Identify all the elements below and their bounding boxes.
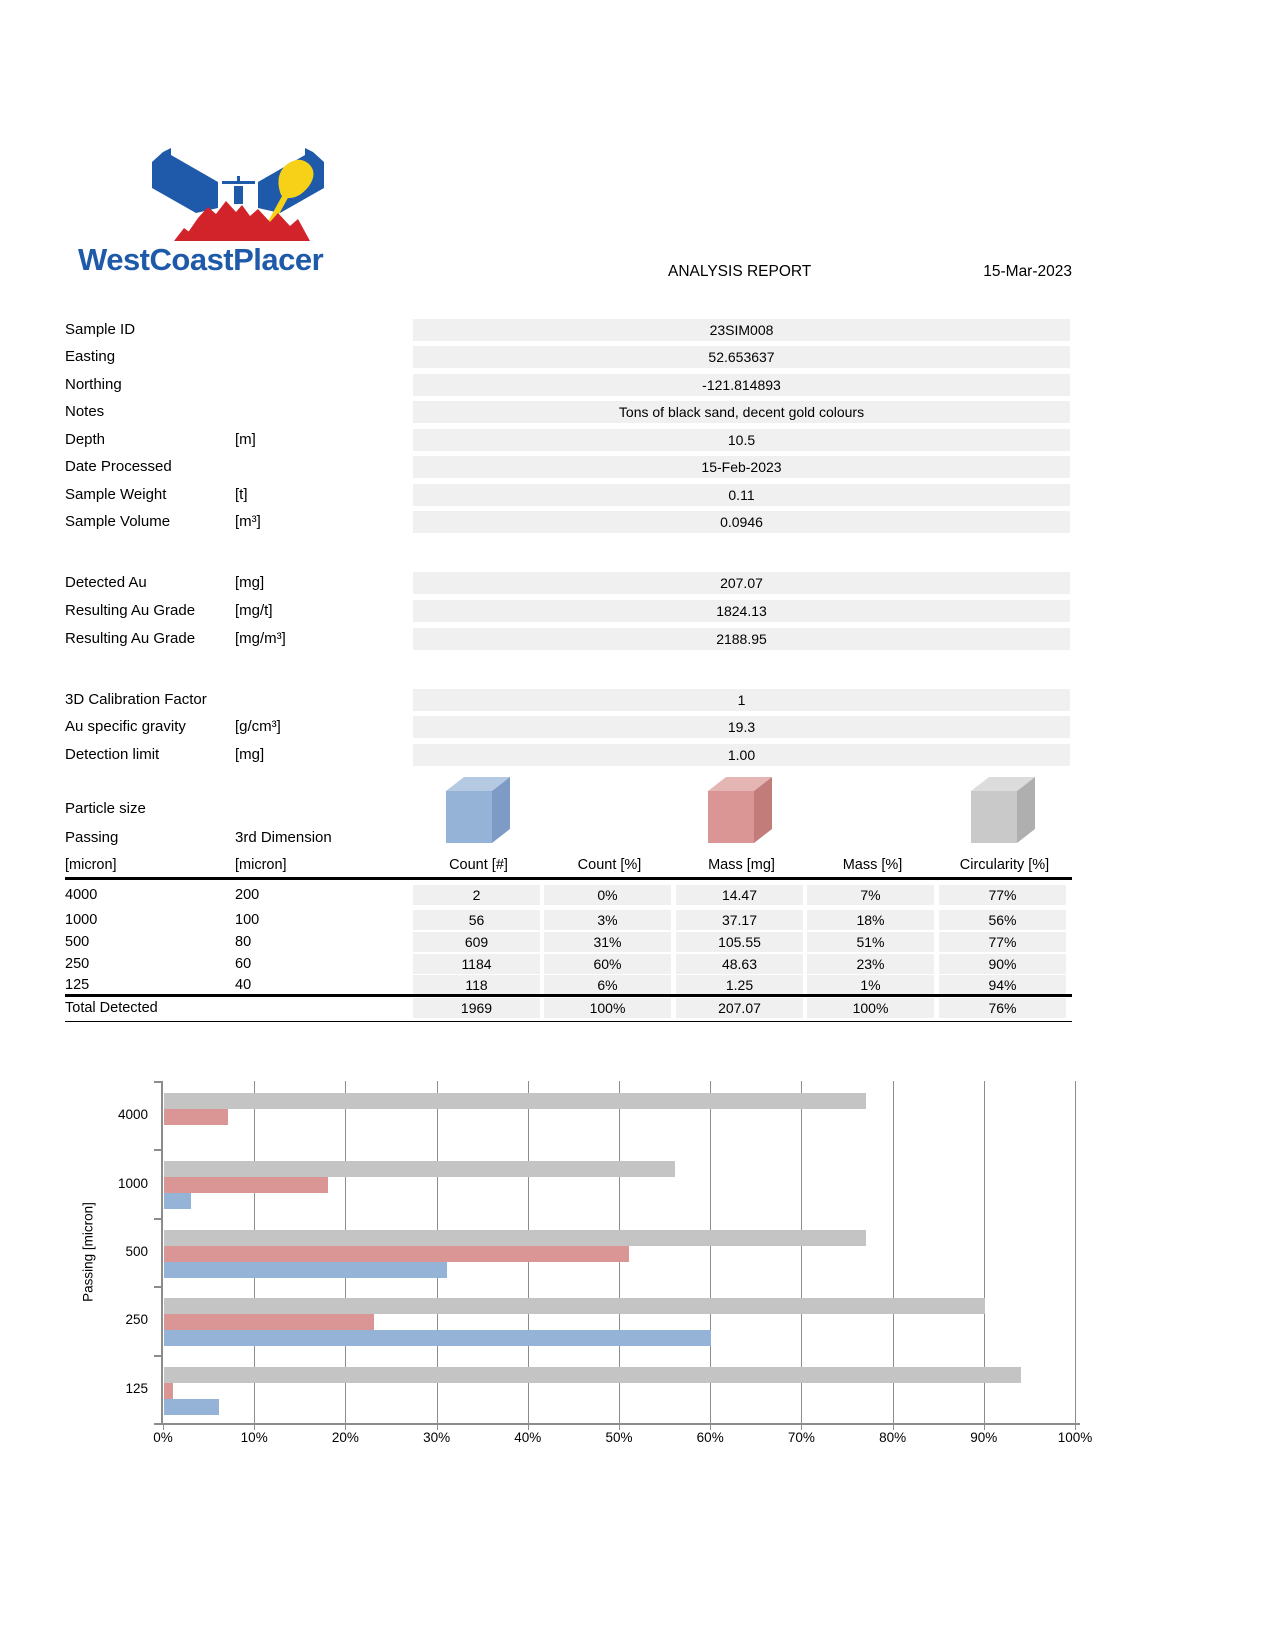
cell-count-pct: 31% [544, 932, 671, 952]
col-unit-dimension: [micron] [235, 857, 287, 873]
count-cube-icon [446, 777, 510, 843]
field-value: 2188.95 [413, 628, 1070, 650]
x-tick-label: 40% [514, 1430, 542, 1445]
cell-circularity: 90% [939, 954, 1066, 974]
total-circularity: 76% [939, 998, 1066, 1018]
report-title: ANALYSIS REPORT [668, 263, 812, 280]
bar-Mass-500 [164, 1246, 629, 1262]
col-header-passing: Passing [65, 829, 119, 846]
x-axis-line [154, 1423, 1080, 1425]
field-value: Tons of black sand, decent gold colours [413, 401, 1070, 423]
field-label: Resulting Au Grade [65, 630, 196, 647]
bar-Mass-125 [164, 1383, 173, 1399]
gridline [710, 1081, 711, 1423]
field-unit: [t] [235, 486, 248, 503]
cell-dimension: 200 [235, 887, 260, 903]
field-value: 15-Feb-2023 [413, 456, 1070, 478]
report-date: 15-Mar-2023 [983, 263, 1072, 280]
field-unit: [mg/m³] [235, 630, 286, 647]
x-tick-label: 50% [605, 1430, 633, 1445]
field-label: Sample Volume [65, 513, 171, 530]
cell-count-pct: 0% [544, 885, 671, 905]
field-label: Sample Weight [65, 486, 167, 503]
y-axis-tick [154, 1355, 162, 1357]
total-mass: 207.07 [676, 998, 803, 1018]
total-label: Total Detected [65, 1000, 158, 1016]
cell-circularity: 77% [939, 885, 1066, 905]
table-row [0, 954, 1275, 974]
x-axis-tick [254, 1423, 255, 1430]
category-label-4000: 4000 [117, 1107, 148, 1123]
bar-Mass-4000 [164, 1109, 228, 1125]
cell-mass-pct: 51% [807, 932, 934, 952]
field-unit: [mg/t] [235, 602, 273, 619]
field-value: 10.5 [413, 429, 1070, 451]
table-row [0, 885, 1275, 905]
cell-mass: 1.25 [676, 975, 803, 995]
x-tick-label: 0% [153, 1430, 173, 1445]
bar-Count-500 [164, 1262, 447, 1278]
gridline [801, 1081, 802, 1423]
total-mass-pct: 100% [807, 998, 934, 1018]
field-label: 3D Calibration Factor [65, 691, 207, 708]
cell-mass: 48.63 [676, 954, 803, 974]
x-axis-tick [345, 1423, 346, 1430]
cell-mass: 14.47 [676, 885, 803, 905]
gridline [893, 1081, 894, 1423]
y-axis-tick [154, 1286, 162, 1288]
cell-mass-pct: 23% [807, 954, 934, 974]
form-row-detection-limit [0, 744, 1275, 766]
bar-Circularity-1000 [164, 1161, 675, 1177]
field-unit: [mg] [235, 574, 265, 591]
cell-count: 2 [413, 885, 540, 905]
x-tick-label: 100% [1057, 1430, 1093, 1445]
y-axis-tick [154, 1149, 162, 1151]
form-row-date-processed [0, 456, 1275, 478]
x-axis-tick [437, 1423, 438, 1430]
table-row [0, 932, 1275, 952]
field-value: 52.653637 [413, 346, 1070, 368]
field-value: 1 [413, 689, 1070, 711]
form-row-calibration-factor [0, 689, 1275, 711]
field-label: Northing [65, 376, 122, 393]
col-header-dimension: 3rd Dimension [235, 829, 332, 846]
cell-passing: 1000 [65, 912, 98, 928]
table-total-row [0, 998, 1275, 1018]
cell-dimension: 40 [235, 977, 252, 993]
gridline [437, 1081, 438, 1423]
cube-front-face [971, 791, 1017, 843]
bar-Count-1000 [164, 1193, 191, 1209]
cell-dimension: 100 [235, 912, 260, 928]
x-axis-tick [801, 1423, 802, 1430]
table-row [0, 975, 1275, 995]
circularity-cube-icon [971, 777, 1035, 843]
x-axis-tick [163, 1423, 164, 1430]
bar-Circularity-4000 [164, 1093, 866, 1109]
field-value: 1824.13 [413, 600, 1070, 622]
field-label: Date Processed [65, 458, 172, 475]
field-value: -121.814893 [413, 374, 1070, 396]
field-unit: [g/cm³] [235, 718, 281, 735]
category-label-125: 125 [125, 1380, 148, 1396]
x-tick-label: 10% [240, 1430, 268, 1445]
cell-mass-pct: 1% [807, 975, 934, 995]
x-tick-label: 70% [787, 1430, 815, 1445]
bar-Circularity-125 [164, 1367, 1021, 1383]
cell-mass-pct: 18% [807, 910, 934, 930]
field-value: 23SIM008 [413, 319, 1070, 341]
gridline [254, 1081, 255, 1423]
cell-circularity: 94% [939, 975, 1066, 995]
field-value: 19.3 [413, 716, 1070, 738]
x-tick-label: 80% [879, 1430, 907, 1445]
cube-front-face [446, 791, 492, 843]
table-total-rule [65, 994, 1072, 997]
table-row [0, 910, 1275, 930]
form-row-depth [0, 429, 1275, 451]
form-row-au-grade-mgm3 [0, 628, 1275, 650]
table-bottom-rule [65, 1021, 1072, 1022]
x-axis-tick [710, 1423, 711, 1430]
form-row-sample-volume [0, 511, 1275, 533]
field-value: 207.07 [413, 572, 1070, 594]
field-label: Detected Au [65, 574, 147, 591]
cell-dimension: 80 [235, 934, 252, 950]
y-axis-tick [154, 1081, 162, 1083]
field-value: 1.00 [413, 744, 1070, 766]
x-tick-label: 20% [331, 1430, 359, 1445]
bar-Mass-250 [164, 1314, 374, 1330]
form-row-au-grade-mgt [0, 600, 1275, 622]
x-axis-tick [893, 1423, 894, 1430]
col-header-circularity: Circularity [%] [959, 857, 1050, 873]
col-header-mass-pct: Mass [%] [842, 857, 903, 873]
field-label: Detection limit [65, 746, 160, 763]
form-row-specific-gravity [0, 716, 1275, 738]
x-tick-label: 90% [970, 1430, 998, 1445]
field-value: 0.11 [413, 484, 1070, 506]
category-label-250: 250 [125, 1312, 148, 1328]
logo-sluice [234, 186, 243, 204]
field-unit: [m] [235, 431, 256, 448]
gridline [984, 1081, 985, 1423]
x-axis-tick [528, 1423, 529, 1430]
particle-size-section-label: Particle size [65, 800, 146, 817]
logo-left-wing [152, 148, 218, 213]
field-unit: [mg] [235, 746, 265, 763]
x-axis-tick [984, 1423, 985, 1430]
cell-count-pct: 6% [544, 975, 671, 995]
x-axis-tick [619, 1423, 620, 1430]
logo-graphic-icon [138, 140, 338, 242]
gridline [619, 1081, 620, 1423]
field-value: 0.0946 [413, 511, 1070, 533]
cell-mass-pct: 7% [807, 885, 934, 905]
chart-y-axis-title: Passing [micron] [80, 1202, 96, 1302]
cell-count: 56 [413, 910, 540, 930]
x-tick-label: 30% [423, 1430, 451, 1445]
x-tick-label: 60% [696, 1430, 724, 1445]
form-row-sample-id [0, 319, 1275, 341]
table-header-rule [65, 877, 1072, 880]
form-row-sample-weight [0, 484, 1275, 506]
field-unit: [m³] [235, 513, 261, 530]
total-count-pct: 100% [544, 998, 671, 1018]
form-row-notes [0, 401, 1275, 423]
field-label: Depth [65, 431, 106, 448]
bar-Circularity-250 [164, 1298, 985, 1314]
cell-passing: 250 [65, 956, 90, 972]
bar-Count-125 [164, 1399, 219, 1415]
total-count: 1969 [413, 998, 540, 1018]
cell-count-pct: 60% [544, 954, 671, 974]
cell-circularity: 77% [939, 932, 1066, 952]
logo [138, 140, 338, 242]
bar-Circularity-500 [164, 1230, 866, 1246]
cell-mass: 105.55 [676, 932, 803, 952]
field-label: Resulting Au Grade [65, 602, 196, 619]
bar-Mass-1000 [164, 1177, 328, 1193]
col-unit-passing: [micron] [65, 857, 117, 873]
gridline [345, 1081, 346, 1423]
field-label: Easting [65, 348, 116, 365]
cell-passing: 125 [65, 977, 90, 993]
field-label: Notes [65, 403, 105, 420]
cell-count: 1184 [413, 954, 540, 974]
col-header-mass: Mass [mg] [708, 857, 775, 873]
field-label: Au specific gravity [65, 718, 186, 735]
y-axis-tick [154, 1423, 162, 1425]
brand-wordmark: WestCoastPlacer [78, 242, 324, 277]
cell-count-pct: 3% [544, 910, 671, 930]
field-label: Sample ID [65, 321, 136, 338]
y-axis-line [161, 1081, 163, 1423]
col-header-count: Count [#] [449, 857, 508, 873]
category-label-1000: 1000 [117, 1175, 148, 1191]
gridline [528, 1081, 529, 1423]
cube-front-face [708, 791, 754, 843]
bar-Count-250 [164, 1330, 711, 1346]
cell-passing: 4000 [65, 887, 98, 903]
form-row-detected-au [0, 572, 1275, 594]
form-row-easting [0, 346, 1275, 368]
mass-cube-icon [708, 777, 772, 843]
form-row-northing [0, 374, 1275, 396]
logo-sluice-mast [237, 176, 240, 182]
cell-circularity: 56% [939, 910, 1066, 930]
cell-count: 609 [413, 932, 540, 952]
cell-passing: 500 [65, 934, 90, 950]
category-label-500: 500 [125, 1244, 148, 1259]
y-axis-tick [154, 1218, 162, 1220]
col-header-count-pct: Count [%] [577, 857, 642, 873]
x-axis-tick [1075, 1423, 1076, 1430]
gridline [1075, 1081, 1076, 1423]
cell-dimension: 60 [235, 956, 252, 972]
cell-count: 118 [413, 975, 540, 995]
cell-mass: 37.17 [676, 910, 803, 930]
